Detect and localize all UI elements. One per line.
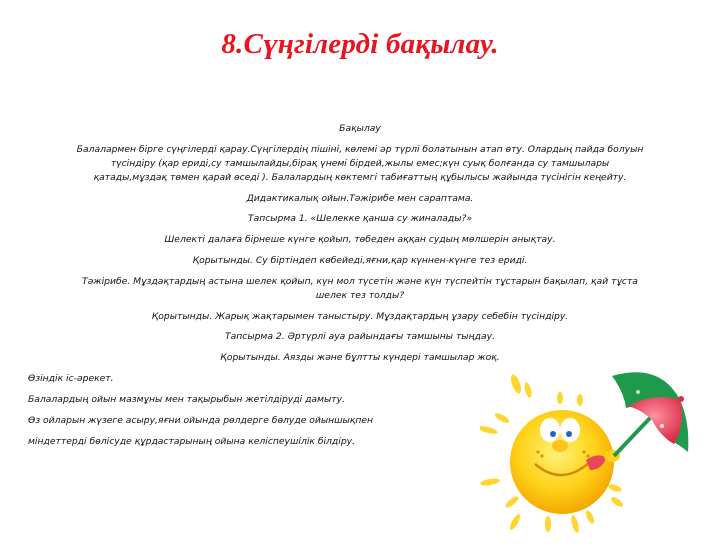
experiment-line: Тәжірибе. Мұздақтардың астына шелек қойып, күн мол түсетін және күн түспейтін тұстарын бақылап, қай тұста [82,276,638,287]
experiment-line: шелек тез толды? [315,290,405,301]
activity-line: Балалардың ойын мазмұны мен тақырыбын жетілдіруді дамыту. [28,394,345,405]
paragraph-line: түсіндіру (қар ериді,су тамшылайды,бірақ үнемі бірдей,жылы емес;күн суық болғанда су тамшылары [110,158,610,169]
conclusion-3: Қорытынды. Аязды және бұлтты күндері тамшылар жоқ. [220,352,500,363]
sun-with-umbrella-icon [480,352,720,540]
independent-activity-heading: Өзіндік іс-әрекет. [28,373,114,384]
slide-title: 8.Сүңгілерді бақылау. [221,28,499,60]
task-2: Тапсырма 2. Әртүрлі ауа райындағы тамшыны тыңдау. [225,331,495,342]
section-heading: Бақылау [339,123,381,134]
paragraph-line: Балалармен бірге сүңгілерді қарау.Сүңгілердің пішіні, көлемі әр түрлі болатынын атап өту. Олардың пайда болуын [76,144,644,155]
task-1: Тапсырма 1. «Шелекке қанша су жиналады?» [248,213,472,224]
activity-line: міндеттерді бөлісуде құрдастарының ойына келіспеушілік білдіру. [28,436,356,447]
paragraph-line: қатады,мұздақ төмен қарай өседі ). Балалардың көктемгі табиғаттың құбылысы жайында түсінігін кеңейту. [93,172,627,183]
conclusion-2: Қорытынды. Жарық жақтарымен таныстыру. Мұздақтардың ұзару себебін түсіндіру. [151,311,569,322]
didactic-game-heading: Дидактикалық ойын.Тәжірибе мен сараптама. [246,193,474,204]
task-1-description: Шелекті далаға бірнеше күнге қойып, төбеден аққан судың мөлшерін анықтау. [164,234,556,245]
conclusion-1: Қорытынды. Су біртіндеп көбейеді,яғни,қар күннен-күнге тез ериді. [192,255,528,266]
activity-line: Өз ойларын жүзеге асыру,яғни ойында рөлдерге бөлуде ойыншықпен [28,415,374,426]
